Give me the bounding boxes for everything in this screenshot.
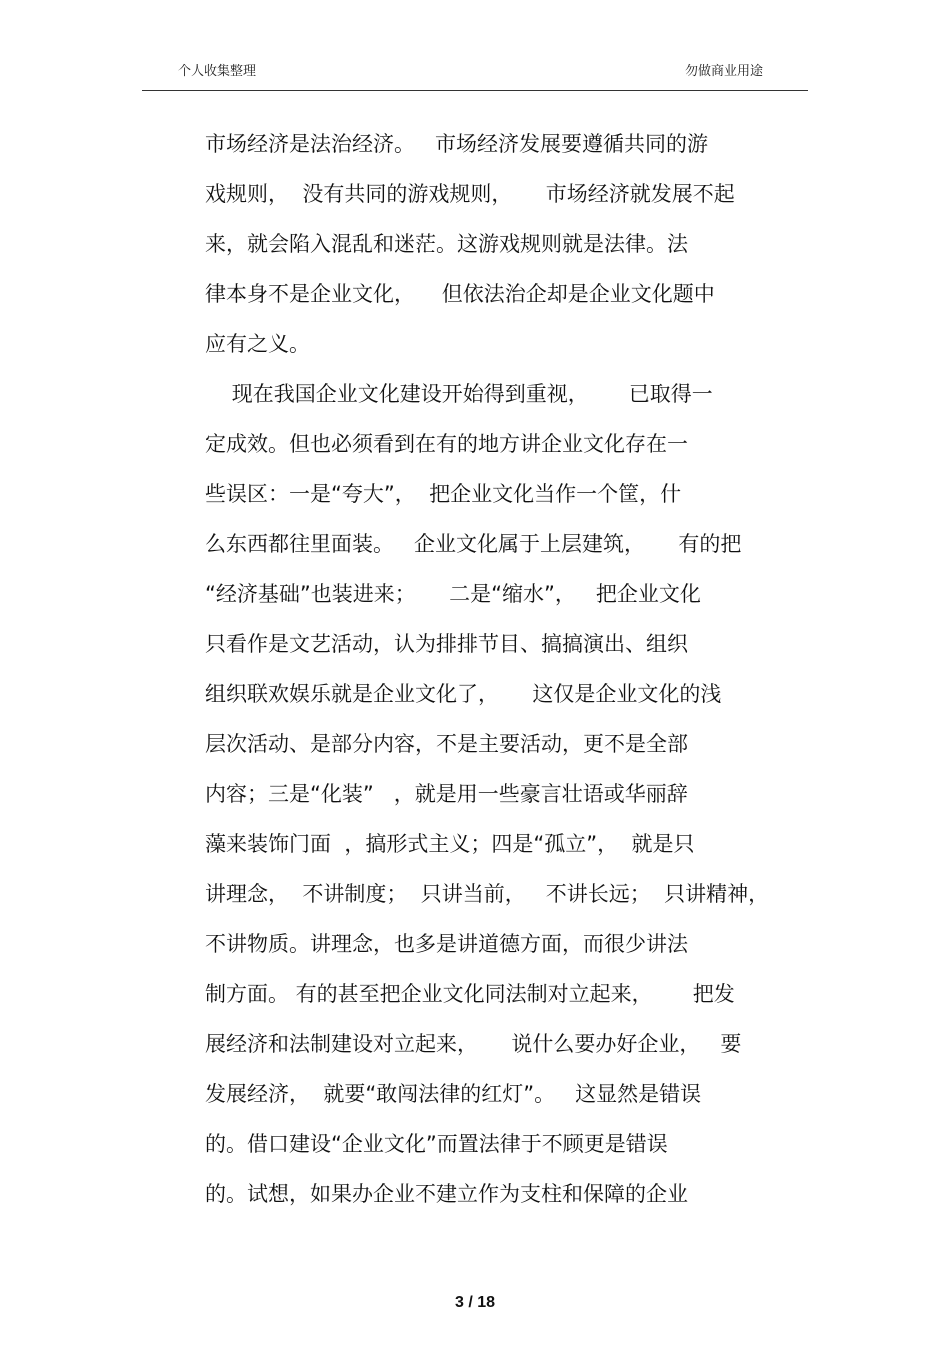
- text-line: 展经济和法制建设对立起来， 说什么要办好企业， 要: [205, 1032, 742, 1056]
- text-line: 律本身不是企业文化， 但依法治企却是企业文化题中: [205, 282, 715, 306]
- text-line: 层次活动、是部分内容，不是主要活动，更不是全部: [205, 732, 688, 756]
- text-line: 内容；三是“化装” ，就是用一些豪言壮语或华丽辞: [205, 782, 688, 806]
- text-line: 的。借口建设“企业文化”而置法律于不顾更是错误: [205, 1132, 668, 1156]
- text-line: 藻来装饰门面 ，搞形式主义；四是“孤立”， 就是只: [205, 832, 695, 856]
- text-line: 现在我国企业文化建设开始得到重视， 已取得一: [205, 382, 713, 406]
- text-line: 定成效。但也必须看到在有的地方讲企业文化存在一: [205, 432, 688, 456]
- text-line: 的。试想，如果办企业不建立作为支柱和保障的企业: [205, 1182, 688, 1206]
- text-line: 讲理念， 不讲制度； 只讲当前， 不讲长远； 只讲精神，: [205, 882, 770, 906]
- page-number: 3 / 18: [454, 1294, 496, 1311]
- text-line: 市场经济是法治经济。 市场经济发展要遵循共同的游: [205, 132, 709, 156]
- text-line: 只看作是文艺活动，认为排排节目、搞搞演出、组织: [205, 632, 688, 656]
- text-line: 来，就会陷入混乱和迷茫。这游戏规则就是法律。法: [205, 232, 688, 256]
- text-line: 应有之义。: [205, 332, 310, 356]
- text-line: 发展经济， 就要“敢闯法律的红灯”。 这显然是错误: [205, 1082, 702, 1106]
- header-right-text: 勿做商业用途: [685, 64, 764, 79]
- text-line: 制方面。 有的甚至把企业文化同法制对立起来， 把发: [205, 982, 735, 1006]
- text-line: “经济基础”也装进来； 二是“缩水”， 把企业文化: [205, 582, 701, 606]
- header-left-text: 个人收集整理: [178, 64, 257, 79]
- text-line: 组织联欢娱乐就是企业文化了， 这仅是企业文化的浅: [205, 682, 722, 706]
- text-line: 戏规则， 没有共同的游戏规则， 市场经济就发展不起: [205, 182, 735, 206]
- text-line: 么东西都往里面装。 企业文化属于上层建筑， 有的把: [205, 532, 742, 556]
- text-line: 不讲物质。讲理念，也多是讲道德方面，而很少讲法: [205, 932, 688, 956]
- text-line: 些误区：一是“夸大”， 把企业文化当作一个筐，什: [205, 482, 682, 506]
